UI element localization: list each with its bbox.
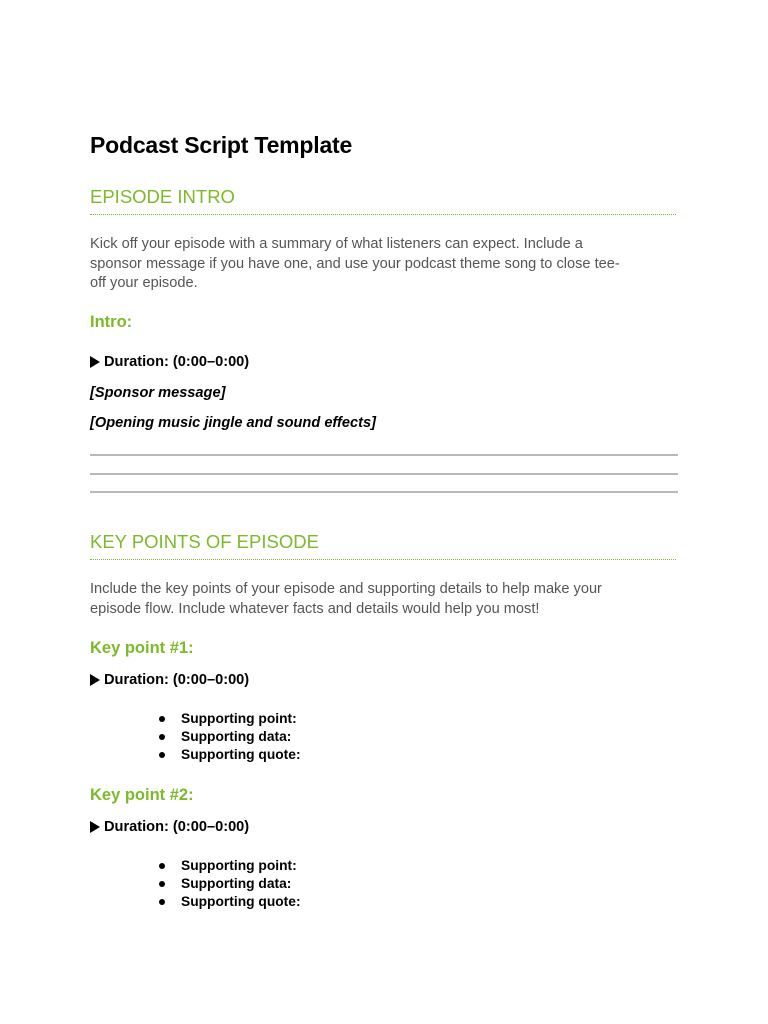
- section-heading-key-points: KEY POINTS OF EPISODE: [90, 531, 676, 560]
- supporting-point-label: Supporting point:: [181, 858, 297, 873]
- writing-line-2: [90, 473, 678, 475]
- key-point-1-duration: [90, 672, 249, 688]
- bullet-dot-icon: [159, 734, 165, 740]
- sponsor-message-note: [Sponsor message]: [90, 385, 226, 401]
- intro-description: [90, 235, 680, 294]
- list-item: [155, 893, 301, 911]
- key-point-1-bullet-list: [155, 710, 301, 764]
- opening-music-note: [Opening music jingle and sound effects]: [90, 415, 376, 431]
- play-triangle-icon: [90, 674, 100, 686]
- intro-description-line-3: off your episode.: [90, 275, 198, 291]
- key-point-2-duration-label: Duration: (0:00–0:00): [104, 819, 250, 835]
- bullet-dot-icon: [159, 899, 165, 905]
- intro-duration-label: Duration: (0:00–0:00): [104, 354, 250, 370]
- writing-line-1: [90, 454, 678, 456]
- key-points-description-line-1: Include the key points of your episode and supporting details to help make your: [90, 581, 602, 597]
- play-triangle-icon: [90, 821, 100, 833]
- key-point-2-title: Key point #2:: [90, 786, 194, 804]
- supporting-quote-label: Supporting quote:: [181, 747, 301, 762]
- list-item: [155, 875, 301, 893]
- section-heading-episode-intro: EPISODE INTRO: [90, 186, 676, 215]
- list-item: [155, 710, 301, 728]
- supporting-data-label: Supporting data:: [181, 876, 292, 891]
- list-item: [155, 746, 301, 764]
- writing-line-3: [90, 491, 678, 493]
- supporting-point-label: Supporting point:: [181, 711, 297, 726]
- bullet-dot-icon: [159, 716, 165, 722]
- intro-description-line-2: sponsor message if you have one, and use your podcast theme song to close tee-: [90, 255, 620, 272]
- bullet-dot-icon: [159, 863, 165, 869]
- intro-duration: [90, 354, 249, 370]
- key-point-1-duration-label: Duration: (0:00–0:00): [104, 672, 250, 688]
- page-title: Podcast Script Template: [90, 132, 353, 158]
- key-point-1-title: Key point #1:: [90, 639, 194, 657]
- key-point-2-bullet-list: [155, 857, 301, 911]
- intro-description-line-1: Kick off your episode with a summary of what listeners can expect. Include a: [90, 236, 583, 252]
- key-points-description: [90, 580, 680, 619]
- supporting-quote-label: Supporting quote:: [181, 894, 301, 909]
- bullet-dot-icon: [159, 881, 165, 887]
- supporting-data-label: Supporting data:: [181, 729, 292, 744]
- play-triangle-icon: [90, 356, 100, 368]
- key-points-description-line-2: episode flow. Include whatever facts and details would help you most!: [90, 600, 540, 617]
- list-item: [155, 857, 301, 875]
- bullet-dot-icon: [159, 752, 165, 758]
- key-point-2-duration: [90, 819, 249, 835]
- intro-subheading: Intro:: [90, 313, 133, 331]
- list-item: [155, 728, 301, 746]
